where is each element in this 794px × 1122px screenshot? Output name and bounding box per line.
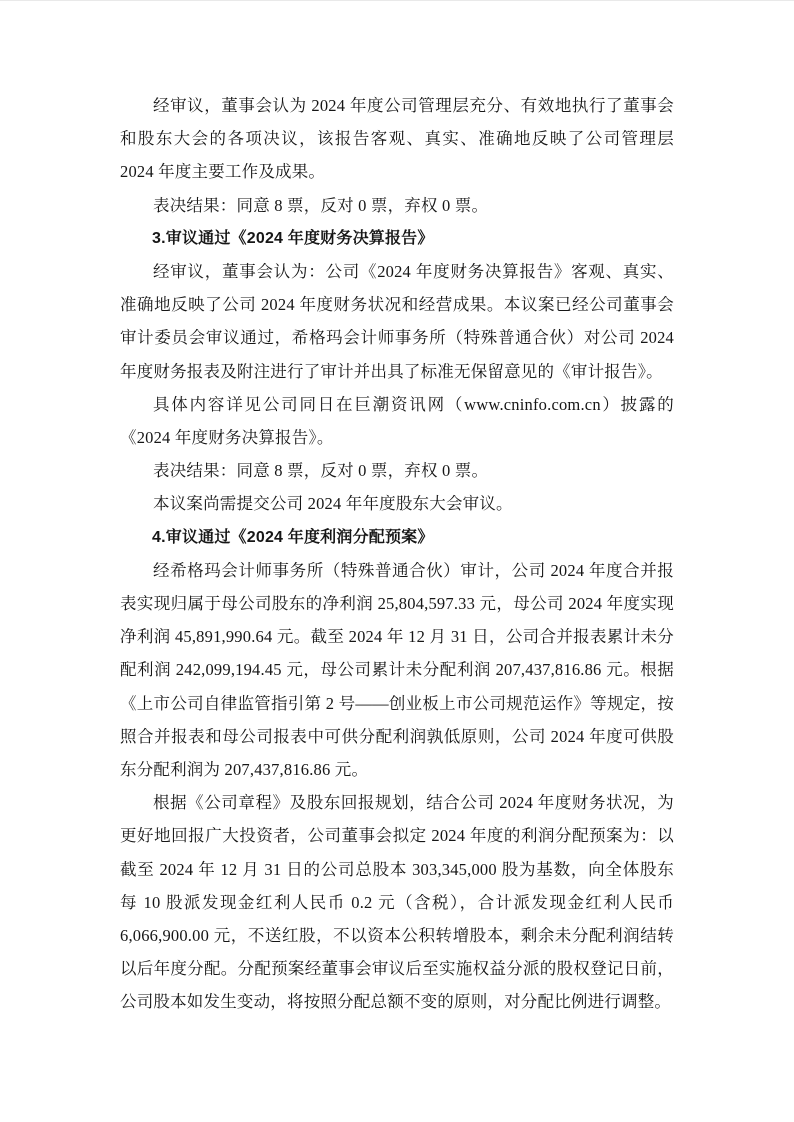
paragraph: 根据《公司章程》及股东回报规划，结合公司 2024 年度财务状况，为更好地回报广大投资者，公司董事会拟定 2024 年度的利润分配预案为：以截至 2024 年 12 月 31 日的公司总股本 303,345,000 股为基数，向全体股东每 10 股派发现金红利人民币 0.2 元（含税），合计派发现金红利人民币 6,066,900.00 元，不送红股，不以资本公积转增股本，剩余未分配利润结转以后年度分配。分配预案经董事会审议后至实施权益分派的股权登记日前，公司股本如发生变动，将按照分配总额不变的原则，对分配比例进行调整。	[120, 793, 674, 1012]
paragraph: 经审议，董事会认为：公司《2024 年度财务决算报告》客观、真实、准确地反映了公司 2024 年度财务状况和经营成果。本议案已经公司董事会审计委员会审议通过，希格玛会计师事务所（特殊普通合伙）对公司 2024 年度财务报表及附注进行了审计并出具了标准无保留意见的《审计报告》。	[120, 262, 674, 381]
paragraph: 经审议，董事会认为 2024 年度公司管理层充分、有效地执行了董事会和股东大会的各项决议，该报告客观、真实、准确地反映了公司管理层 2024 年度主要工作及成果。	[120, 96, 674, 182]
paragraph: 具体内容详见公司同日在巨潮资讯网（www.cninfo.com.cn）披露的《2024 年度财务决算报告》。	[120, 394, 674, 448]
document-body	[120, 89, 674, 1019]
section-heading: 4.审议通过《2024 年度利润分配预案》	[152, 528, 434, 546]
paragraph: 经希格玛会计师事务所（特殊普通合伙）审计，公司 2024 年度合并报表实现归属于母公司股东的净利润 25,804,597.33 元，母公司 2024 年度实现净利润 45,891,990.64 元。截至 2024 年 12 月 31 日，公司合并报表累计未分配利润 242,099,194.45 元，母公司累计未分配利润 207,437,816.86 元。根据《上市公司自律监管指引第 2 号——创业板上市公司规范运作》等规定，按照合并报表和母公司报表中可供分配利润孰低原则，公司 2024 年度可供股东分配利润为 207,437,816.86 元。	[120, 560, 674, 780]
paragraph: 表决结果：同意 8 票，反对 0 票，弃权 0 票。	[153, 195, 489, 215]
section-heading: 3.审议通过《2024 年度财务决算报告》	[152, 229, 434, 247]
paragraph: 本议案尚需提交公司 2024 年年度股东大会审议。	[153, 494, 513, 514]
paragraph: 表决结果：同意 8 票，反对 0 票，弃权 0 票。	[153, 461, 489, 481]
